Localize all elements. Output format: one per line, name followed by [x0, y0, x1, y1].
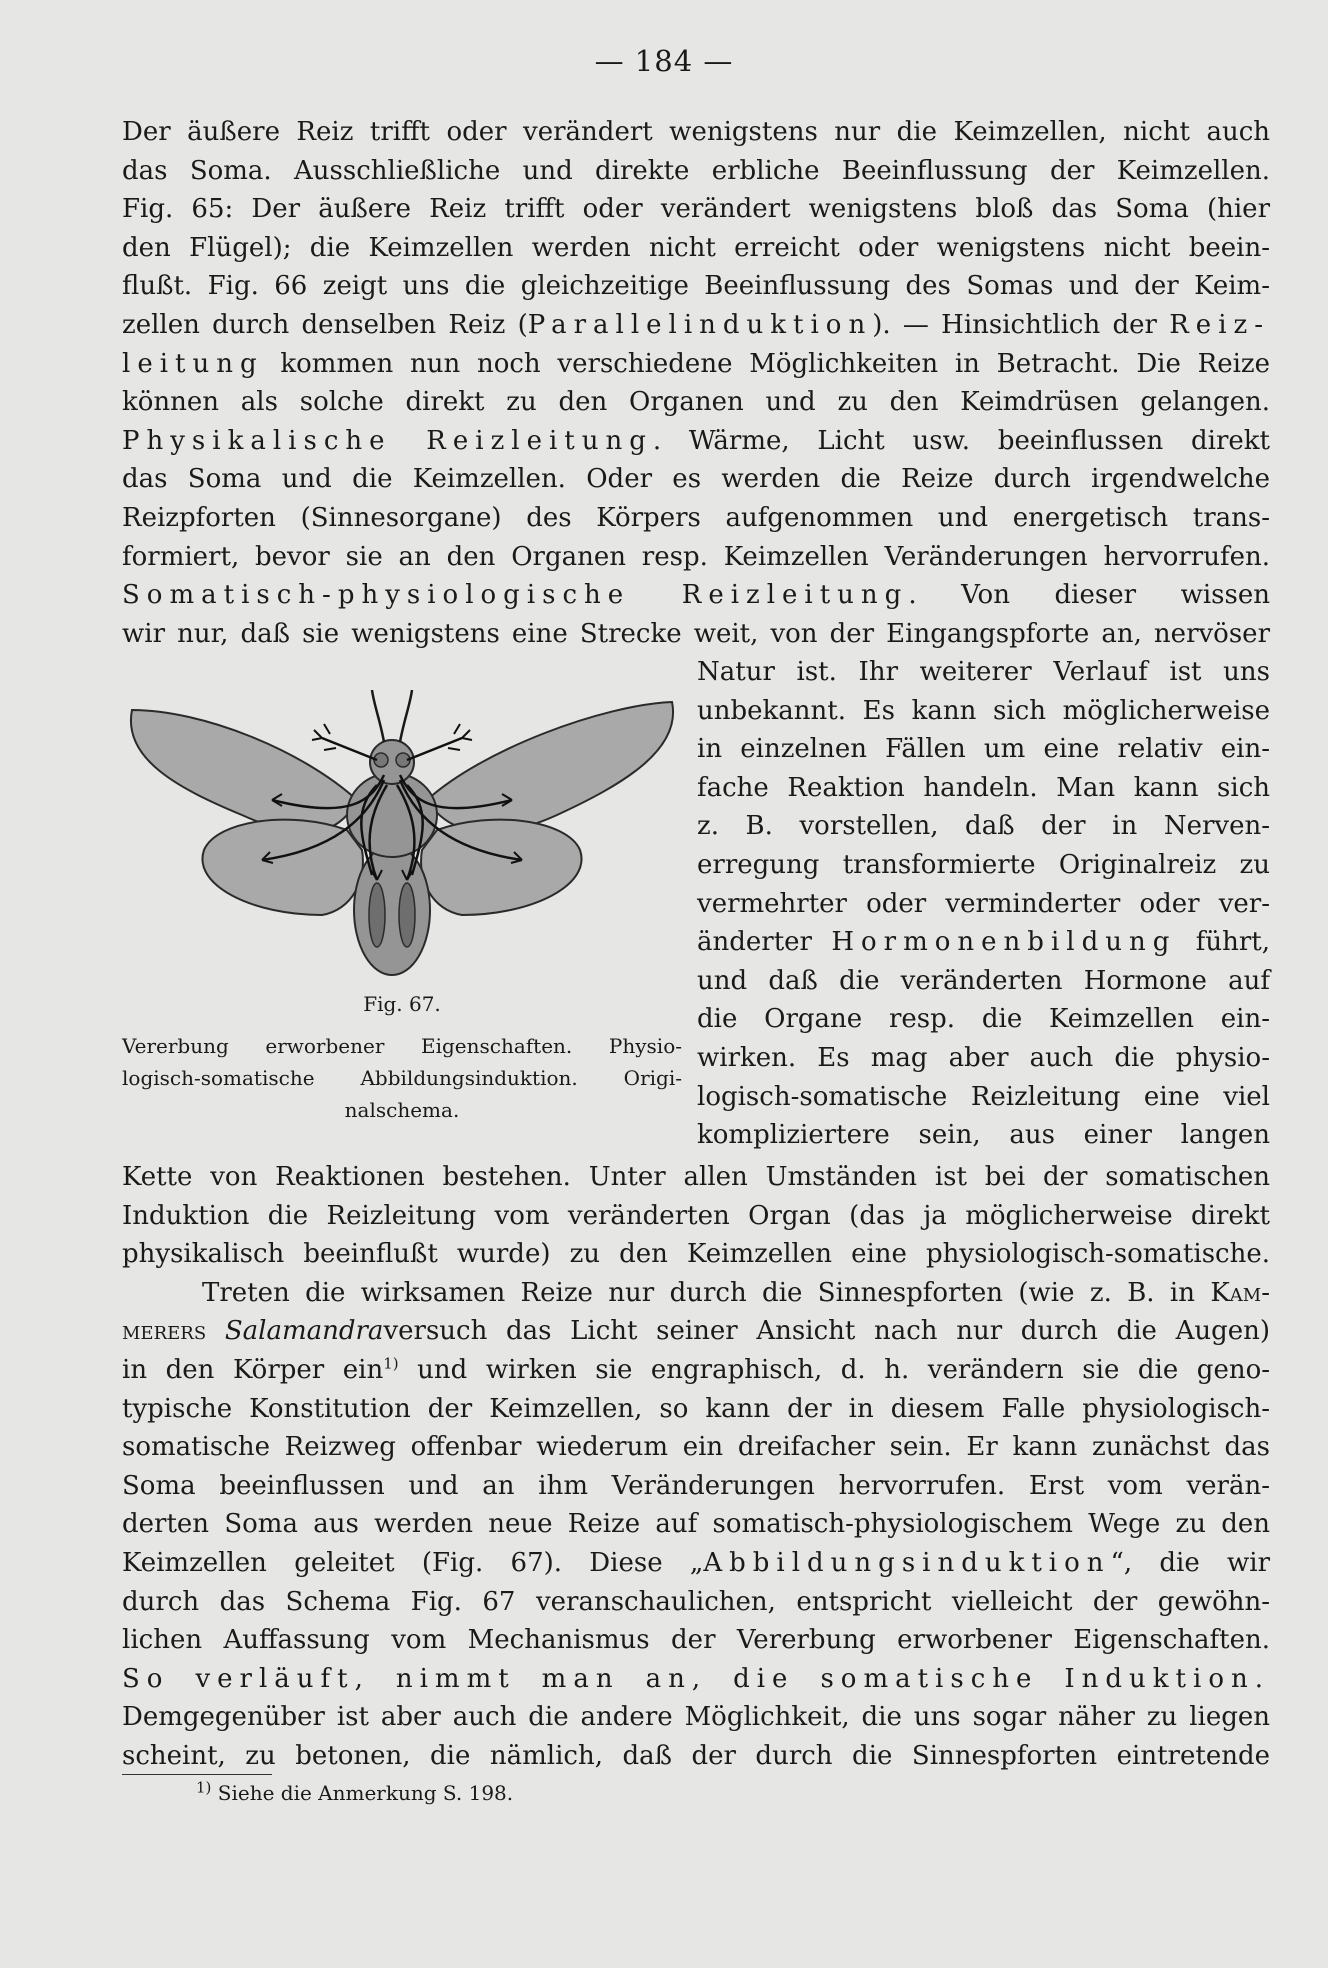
text-line: flußt. Fig. 66 zeigt uns die gleichzeitige Beeinflussung des Somas und der Keim-	[122, 271, 1270, 302]
text-line: wir nur, daß sie wenigstens eine Strecke weit, von der Eingangspforte an, nervöser	[122, 618, 1270, 649]
text-line: und daß die veränderten Hormone auf	[697, 965, 1270, 996]
text-line: Fig. 65: Der äußere Reiz trifft oder verändert wenigstens bloß das Soma (hier	[122, 194, 1270, 225]
spaced-term: Physikalische Reizleitung	[122, 425, 653, 456]
text-line: somatische Reizweg offenbar wiederum ein dreifacher sein. Er kann zunächst das	[122, 1432, 1270, 1463]
text-segment: änderter	[697, 927, 832, 958]
abdomen-shape	[354, 845, 430, 975]
text-line: den Flügel); die Keimzellen werden nicht erreicht oder wenigstens nicht beein-	[122, 232, 1270, 263]
left-antenna-shape	[372, 690, 384, 742]
text-segment: in den Körper ein	[122, 1354, 384, 1385]
text-line: durch das Schema Fig. 67 veranschaulichen, entspricht vielleicht der gewöhn-	[122, 1586, 1270, 1617]
spaced-term: Hormonenbildung	[831, 927, 1177, 958]
text-block-beside-figure	[697, 653, 1270, 1155]
text-line: das Soma und die Keimzellen. Oder es werden die Reize durch irgendwelche	[122, 464, 1270, 495]
figure-moth-diagram	[122, 690, 682, 1020]
text-line: vermehrter oder verminderter oder ver-	[697, 888, 1270, 919]
text-line	[122, 422, 1270, 461]
text-segment: führt,	[1176, 927, 1270, 958]
footnote-rule	[122, 1774, 272, 1775]
text-segment: “, die wir	[1110, 1547, 1271, 1578]
text-line: Natur ist. Ihr weiterer Verlauf ist uns	[697, 657, 1270, 687]
spaced-term: Somatisch-physiologische Reizleitung	[122, 580, 909, 611]
text-block-top	[122, 113, 1270, 653]
text-line: derten Soma aus werden neue Reize auf somatisch-physiologischem Wege zu den	[122, 1509, 1270, 1540]
text-line: das Soma. Ausschließliche und direkte erbliche Beeinflussung der Keimzellen.	[122, 155, 1270, 186]
italic-term: Salamandra	[224, 1316, 384, 1347]
text-line: typische Konstitution der Keimzellen, so kann der in diesem Falle physiologisch-	[122, 1393, 1270, 1424]
text-segment: Keimzellen geleitet (Fig. 67). Diese „	[122, 1547, 704, 1578]
text-line: z. B. vorstellen, daß der in Nerven-	[697, 811, 1270, 842]
spaced-term: leitung	[122, 348, 264, 379]
text-line	[122, 576, 1270, 615]
text-segment: und wirken sie engraphisch, d. h. verändern sie die geno-	[398, 1354, 1271, 1385]
text-line: Der äußere Reiz trifft oder verändert wenigstens nur die Keimzellen, nicht auch	[122, 117, 1270, 147]
text-segment: versuch das Licht seiner Ansicht nach nur durch die Augen)	[383, 1316, 1271, 1347]
caption-line: logisch-somatische Abbildungsinduktion. Origi-	[122, 1066, 682, 1090]
text-segment: Treten die wirksamen Reize nur durch die Sinnespforten (wie z. B. in	[202, 1277, 1211, 1308]
footnote	[196, 1778, 513, 1808]
figure-label: Fig. 67.	[363, 992, 441, 1016]
footnote-text: Siehe die Anmerkung S. 198.	[211, 1781, 514, 1805]
spaced-term: So verläuft, nimmt man an, die somatische Induktion.	[122, 1663, 1270, 1694]
text-line	[122, 1660, 1270, 1699]
text-line: wirken. Es mag aber auch die physio-	[697, 1042, 1270, 1073]
text-line: kompliziertere sein, aus einer langen	[697, 1120, 1270, 1151]
text-line: Induktion die Reizleitung vom veränderten Organ (das ja möglicherweise direkt	[122, 1200, 1270, 1231]
text-line: können als solche direkt zu den Organen und zu den Keimdrüsen gelangen.	[122, 387, 1270, 418]
text-line: lichen Auffassung vom Mechanismus der Vererbung erworbener Eigenschaften.	[122, 1625, 1270, 1656]
text-line: unbekannt. Es kann sich möglicherweise	[697, 695, 1270, 726]
text-line	[122, 1274, 1270, 1313]
spaced-term: Reiz-	[1169, 309, 1270, 340]
spaced-term: Parallelinduktion	[527, 309, 873, 340]
text-segment: kommen nun noch verschiedene Möglichkeiten in Betracht. Die Reize	[280, 348, 1270, 379]
text-segment: zellen durch denselben Reiz (	[122, 309, 528, 340]
author-name: Kam-	[1210, 1277, 1270, 1308]
text-line	[122, 1312, 1270, 1351]
text-block-bottom	[122, 1158, 1270, 1776]
text-line: Reizpforten (Sinnesorgane) des Körpers aufgenommen und energetisch trans-	[122, 502, 1270, 533]
text-line	[697, 923, 1270, 962]
stimulus-rays-right	[448, 724, 472, 750]
text-line: Demgegenüber ist aber auch die andere Möglichkeit, die uns sogar näher zu liegen	[122, 1702, 1270, 1733]
caption-line: nalschema.	[344, 1098, 460, 1122]
text-segment: ). — Hinsichtlich der	[872, 309, 1170, 340]
right-antenna-shape	[400, 690, 412, 742]
text-line: scheint, zu betonen, die nämlich, daß der durch die Sinnespforten eintretende	[122, 1740, 1270, 1771]
text-line	[122, 306, 1270, 345]
text-line: formiert, bevor sie an den Organen resp. Keimzellen Veränderungen hervorrufen.	[122, 541, 1270, 572]
text-line: physikalisch beeinflußt wurde) zu den Keimzellen eine physiologisch-somatische.	[122, 1239, 1270, 1270]
text-segment: . Von dieser wissen	[908, 580, 1270, 611]
footnote-ref: 1)	[383, 1354, 399, 1373]
right-germ-gland-shape	[399, 883, 415, 947]
text-line: in einzelnen Fällen um eine relativ ein-	[697, 734, 1270, 765]
text-line	[122, 345, 1270, 384]
spaced-term: Abbildungsinduktion	[703, 1547, 1111, 1578]
page-number: — 184 —	[594, 44, 734, 78]
text-line: logisch-somatische Reizleitung eine viel	[697, 1081, 1270, 1112]
text-line	[122, 1544, 1270, 1583]
left-forewing-shape	[131, 710, 357, 832]
text-line: Soma beeinflussen und an ihm Veränderungen hervorrufen. Erst vom verän-	[122, 1470, 1270, 1501]
text-line: fache Reaktion handeln. Man kann sich	[697, 772, 1270, 803]
text-line	[122, 1351, 1270, 1390]
footnote-marker: 1)	[196, 1778, 212, 1797]
figure-caption	[122, 1030, 682, 1126]
text-line: erregung transformierte Originalreiz zu	[697, 849, 1270, 880]
moth-illustration	[122, 690, 682, 990]
stimulus-rays-left	[312, 724, 336, 750]
caption-line: Vererbung erworbener Eigenschaften. Physio-	[122, 1034, 682, 1058]
text-line: Kette von Reaktionen bestehen. Unter allen Umständen ist bei der somatischen	[122, 1162, 1270, 1192]
right-forewing-shape	[427, 702, 673, 832]
left-germ-gland-shape	[369, 883, 385, 947]
text-line: die Organe resp. die Keimzellen ein-	[697, 1004, 1270, 1035]
author-name: merers	[122, 1316, 207, 1347]
text-segment: . Wärme, Licht usw. beeinflussen direkt	[652, 425, 1270, 456]
